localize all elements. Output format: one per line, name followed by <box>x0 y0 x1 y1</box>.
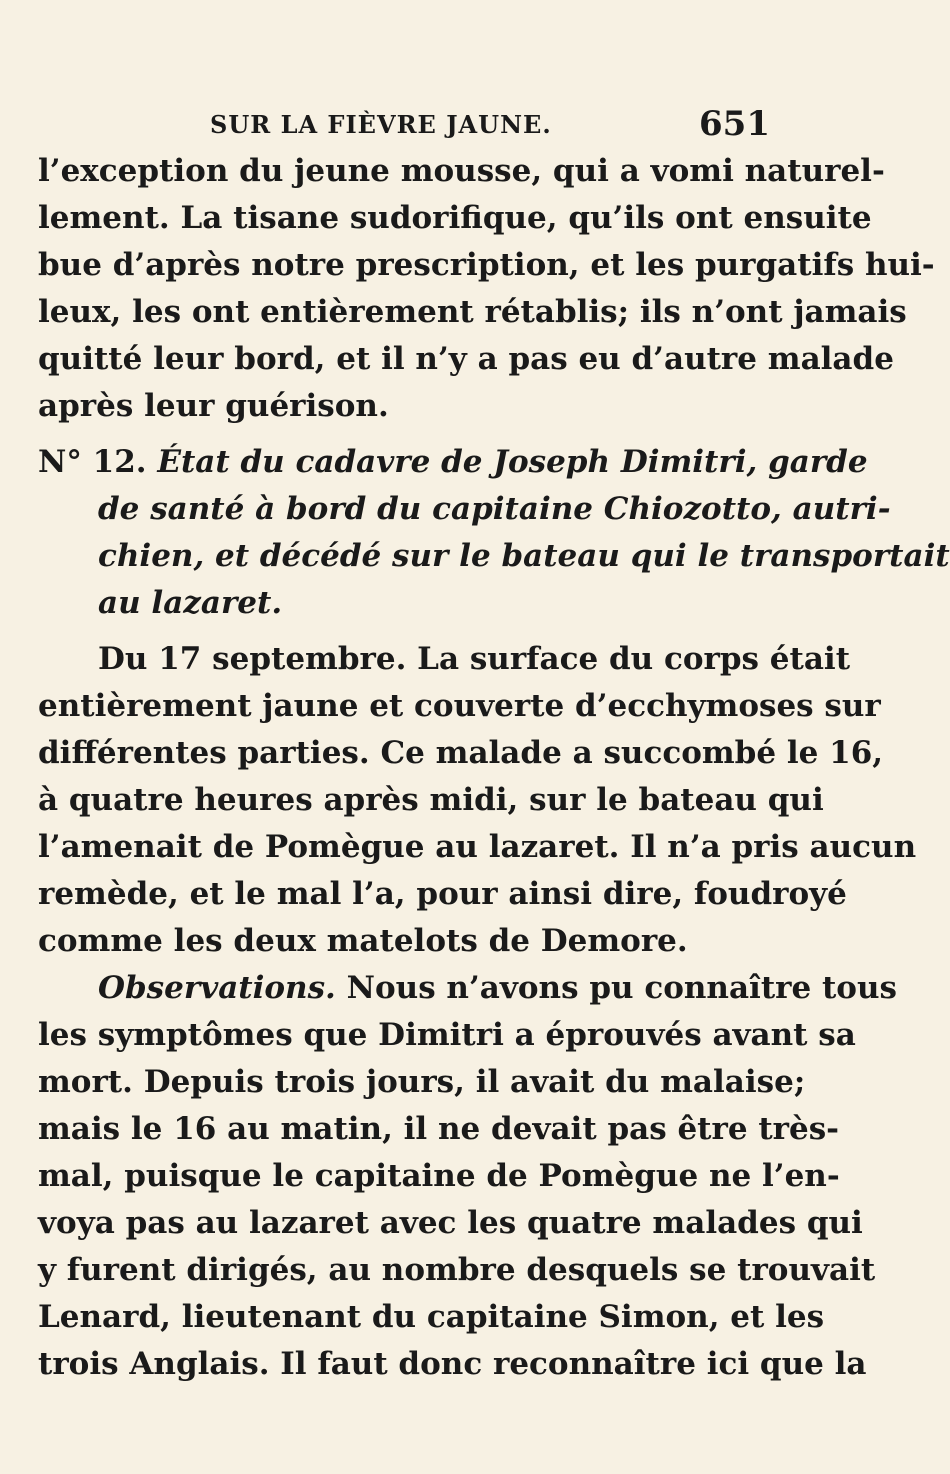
running-title: SUR LA FIÈVRE JAUNE. <box>210 110 552 139</box>
text-line: Du 17 septembre. La surface du corps était <box>98 641 851 677</box>
entry-heading <box>38 439 950 627</box>
text-line: l’exception du jeune mousse, qui a vomi naturel- <box>38 153 885 189</box>
text-line: comme les deux matelots de Demore. <box>38 923 688 959</box>
text-line: trois Anglais. Il faut donc reconnaître ici que la <box>38 1346 867 1382</box>
text-line <box>38 965 897 1012</box>
text-line: mal, puisque le capitaine de Pomègue ne l’en- <box>38 1158 840 1194</box>
text-line: différentes parties. Ce malade a succombé le 16, <box>38 735 884 771</box>
text-line: après leur guérison. <box>38 388 389 424</box>
page-header <box>210 104 770 144</box>
observations-label: Observations. <box>98 970 336 1006</box>
text-line <box>38 439 868 486</box>
body-text <box>38 148 950 1388</box>
entry-number: N° 12. <box>38 444 147 480</box>
text-line: voya pas au lazaret avec les quatre malades qui <box>38 1205 863 1241</box>
text-line: de santé à bord du capitaine Chiozotto, autri- <box>98 491 891 527</box>
text-line: y furent dirigés, au nombre desquels se trouvait <box>38 1252 876 1288</box>
text-line: à quatre heures après midi, sur le bateau qui <box>38 782 824 818</box>
page-number: 651 <box>699 104 770 144</box>
text-line: l’amenait de Pomègue au lazaret. Il n’a pris aucun <box>38 829 917 865</box>
text-line: mort. Depuis trois jours, il avait du malaise; <box>38 1064 806 1100</box>
text-line: au lazaret. <box>98 585 283 621</box>
text-line: bue d’après notre prescription, et les purgatifs hui- <box>38 247 935 283</box>
text-line: mais le 16 au matin, il ne devait pas être très- <box>38 1111 840 1147</box>
entry-title-part: État du cadavre de Joseph Dimitri, garde <box>157 444 868 480</box>
paragraph-2 <box>38 636 917 965</box>
paragraph-3 <box>38 965 897 1388</box>
text-line: les symptômes que Dimitri a éprouvés avant sa <box>38 1017 856 1053</box>
paragraph-1 <box>38 148 935 430</box>
text-line: entièrement jaune et couverte d’ecchymoses sur <box>38 688 881 724</box>
text-line: lement. La tisane sudorifique, qu’ils ont ensuite <box>38 200 872 236</box>
text-segment: Nous n’avons pu connaître tous <box>335 970 897 1006</box>
text-line: chien, et décédé sur le bateau qui le transportait <box>98 538 950 574</box>
text-line: remède, et le mal l’a, pour ainsi dire, foudroyé <box>38 876 847 912</box>
text-line: quitté leur bord, et il n’y a pas eu d’autre malade <box>38 341 894 377</box>
text-line: leux, les ont entièrement rétablis; ils n’ont jamais <box>38 294 907 330</box>
text-line: Lenard, lieutenant du capitaine Simon, et les <box>38 1299 825 1335</box>
